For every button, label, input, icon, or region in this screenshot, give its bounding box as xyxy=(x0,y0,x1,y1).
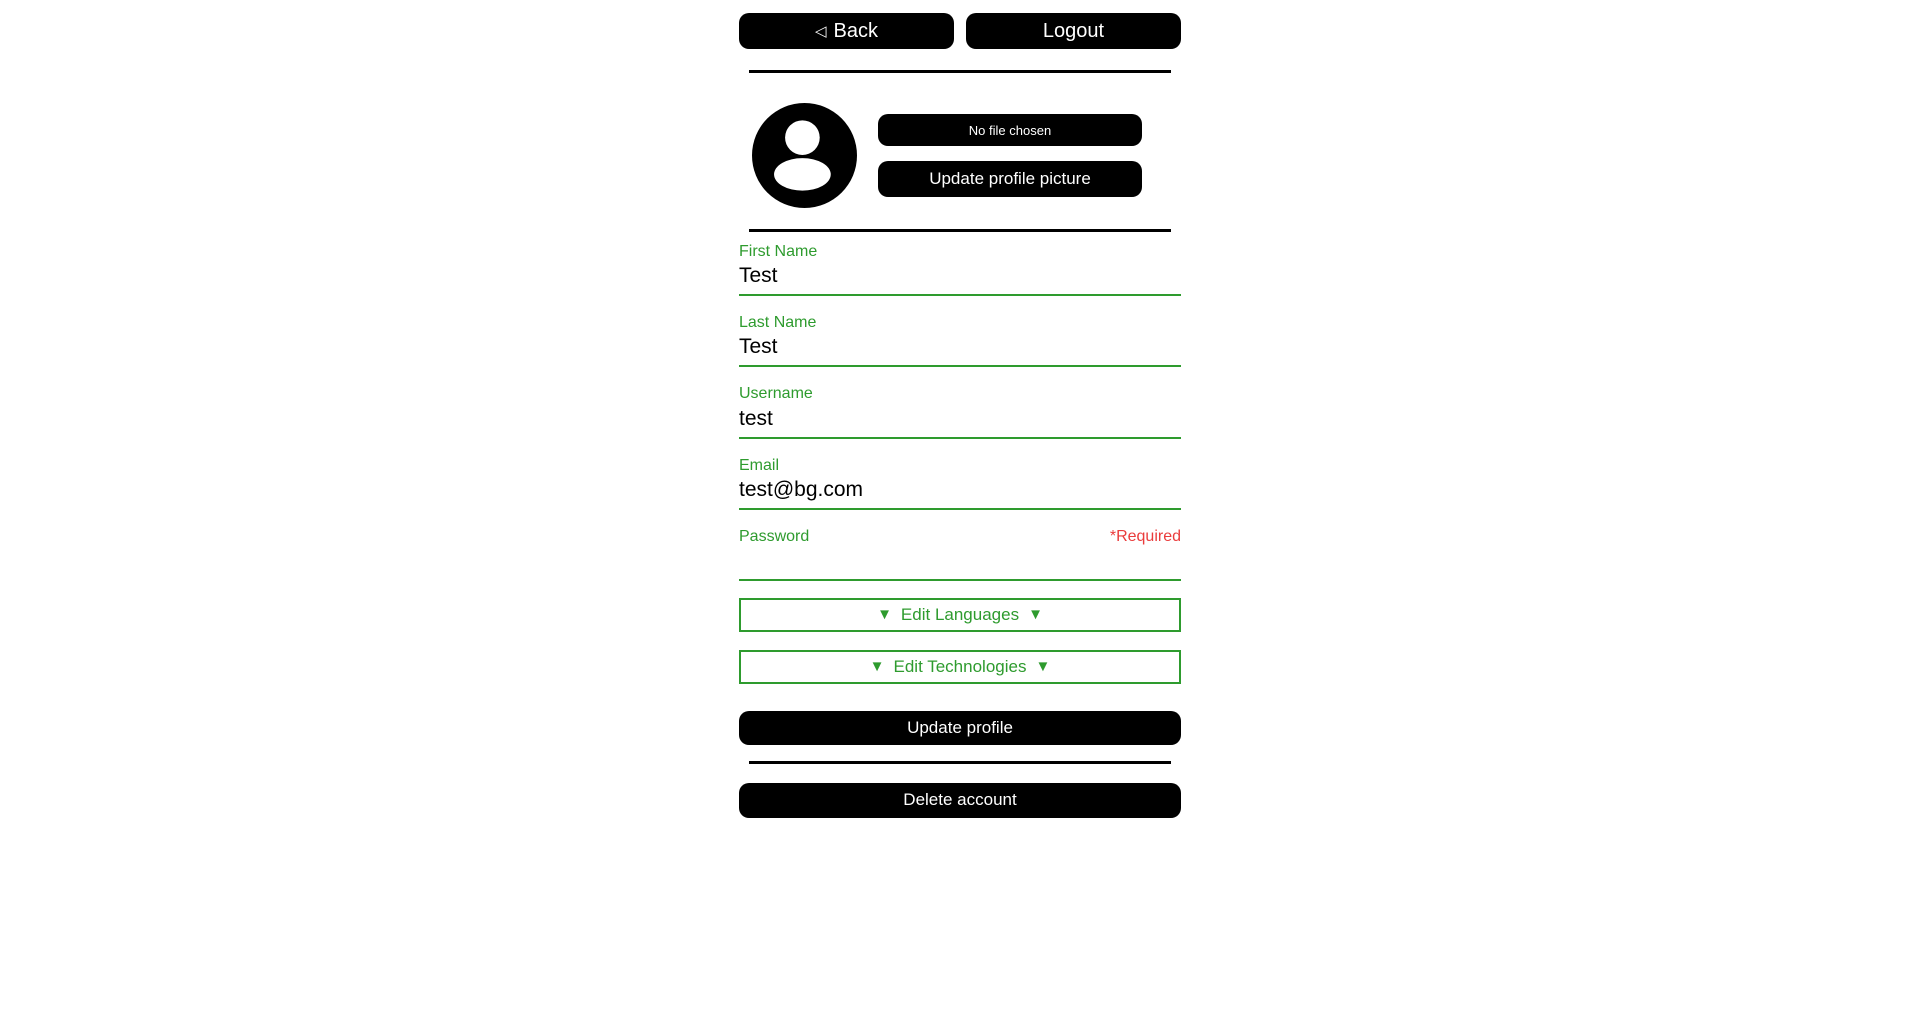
back-button-label: Back xyxy=(833,19,878,42)
delete-account-button[interactable] xyxy=(739,783,1181,818)
username-input[interactable] xyxy=(739,404,1181,439)
edit-technologies-button[interactable] xyxy=(739,650,1181,684)
update-profile-button[interactable] xyxy=(739,711,1181,745)
password-label-row xyxy=(739,527,1181,546)
back-button[interactable] xyxy=(739,13,954,49)
divider-above-delete xyxy=(749,761,1171,764)
update-profile-picture-button[interactable] xyxy=(878,161,1142,197)
password-required-note: *Required xyxy=(1109,527,1181,545)
last-name-label: Last Name xyxy=(739,314,817,332)
profile-picture-section xyxy=(739,103,1181,208)
triangle-down-icon: ▼ xyxy=(877,606,892,624)
last-name-field xyxy=(739,313,1181,367)
email-input[interactable] xyxy=(739,475,1181,510)
divider-top xyxy=(749,70,1171,73)
last-name-input[interactable] xyxy=(739,332,1181,367)
file-input-status-label: No file chosen xyxy=(968,122,1052,138)
triangle-down-icon: ▼ xyxy=(869,658,885,676)
triangle-down-icon: ▼ xyxy=(1028,606,1043,624)
update-picture-label: Update profile picture xyxy=(929,169,1091,188)
logout-button[interactable] xyxy=(966,13,1181,49)
password-label: Password xyxy=(739,527,810,545)
triangle-down-icon: ▼ xyxy=(1035,658,1051,676)
edit-technologies-label: Edit Technologies xyxy=(893,656,1027,676)
back-arrow-icon: ◁ xyxy=(814,22,827,40)
delete-account-label: Delete account xyxy=(903,790,1017,810)
avatar xyxy=(752,103,857,208)
top-button-row xyxy=(739,13,1181,49)
email-label: Email xyxy=(739,456,780,474)
person-icon xyxy=(752,103,857,208)
edit-languages-button[interactable] xyxy=(739,598,1181,632)
password-input[interactable] xyxy=(739,546,1181,581)
password-field xyxy=(739,527,1181,581)
update-profile-label: Update profile xyxy=(907,717,1013,737)
logout-button-label: Logout xyxy=(1042,19,1105,42)
profile-fields xyxy=(739,242,1181,745)
picture-actions xyxy=(878,114,1142,197)
email-field xyxy=(739,456,1181,510)
divider-above-fields xyxy=(749,229,1171,232)
profile-picture-file-input[interactable] xyxy=(878,114,1142,146)
first-name-field xyxy=(739,242,1181,296)
profile-form-container xyxy=(739,0,1181,818)
username-field xyxy=(739,384,1181,438)
edit-languages-label: Edit Languages xyxy=(900,604,1020,624)
username-label: Username xyxy=(739,385,813,403)
first-name-input[interactable] xyxy=(739,261,1181,296)
first-name-label: First Name xyxy=(739,243,818,260)
